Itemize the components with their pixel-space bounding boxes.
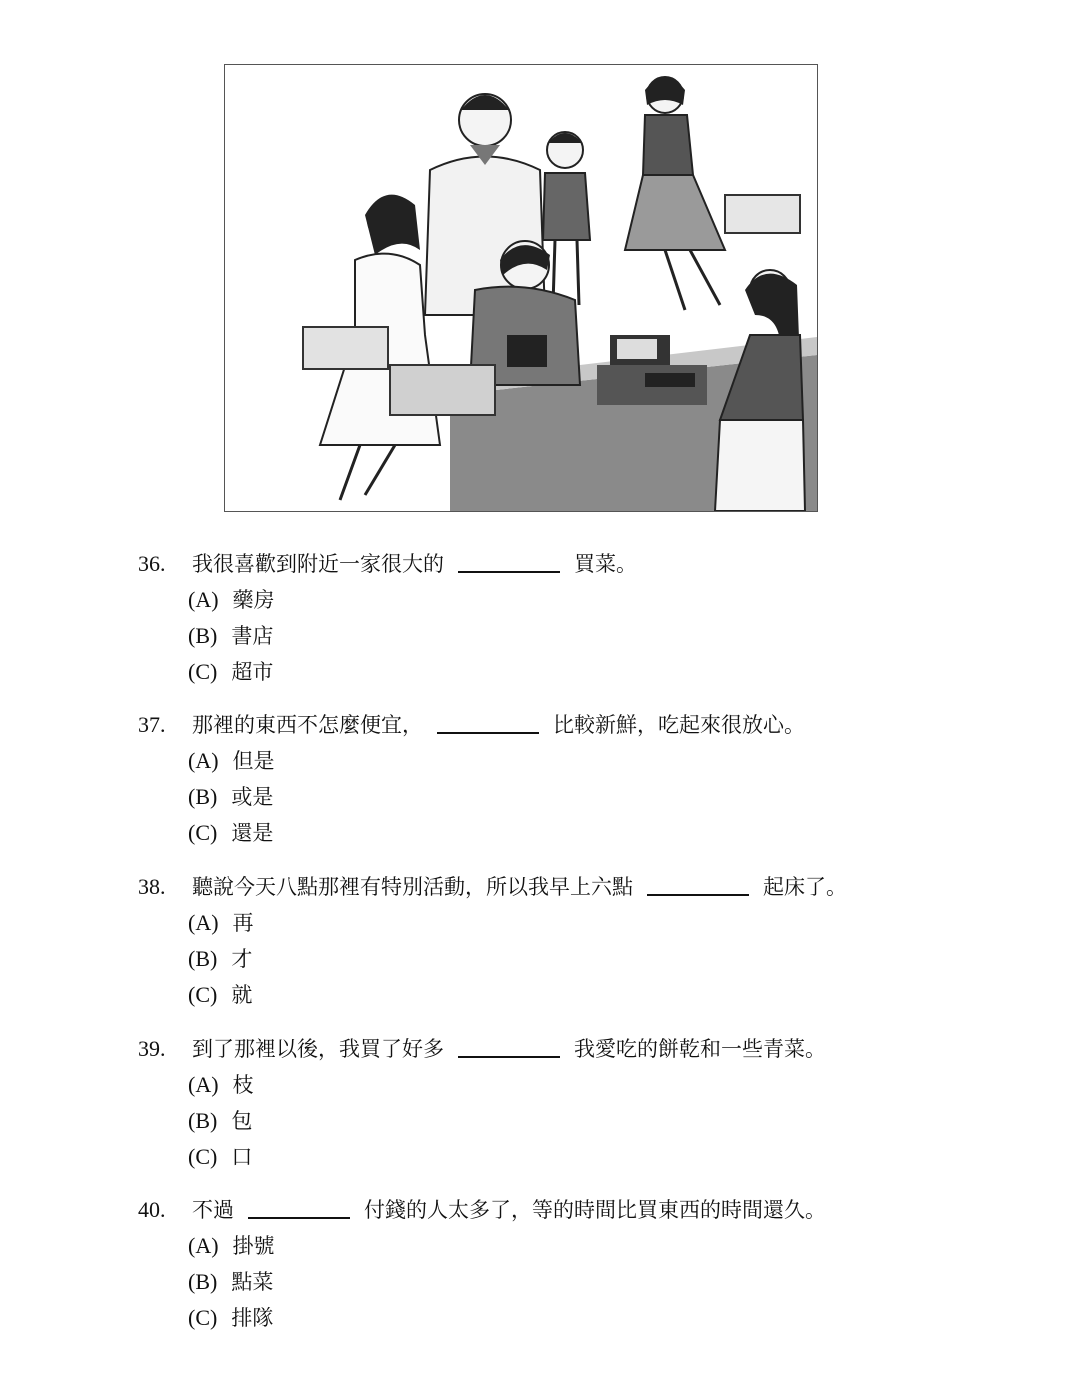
- option-a[interactable]: [138, 905, 1038, 941]
- option-label: (A): [188, 910, 219, 935]
- question-39: [138, 1031, 1038, 1175]
- option-label: (C): [188, 659, 218, 684]
- answer-blank: [458, 1034, 560, 1058]
- question-stem: [138, 546, 1038, 582]
- question-stem: [138, 707, 1038, 743]
- option-text: 還是: [231, 821, 274, 845]
- option-label: (A): [188, 1233, 219, 1258]
- option-text: 枝: [232, 1073, 254, 1097]
- stem-text-before: 我很喜歡到附近一家很大的: [192, 552, 444, 576]
- supermarket-checkout-illustration: [224, 64, 818, 512]
- question-36: [138, 546, 1038, 690]
- option-label: (A): [188, 748, 219, 773]
- option-text: 排隊: [231, 1306, 274, 1330]
- question-stem: [138, 1192, 1038, 1228]
- option-label: (B): [188, 623, 218, 648]
- answer-blank: [437, 710, 539, 734]
- option-b[interactable]: [138, 1264, 1038, 1300]
- option-label: (C): [188, 1144, 218, 1169]
- option-text: 口: [231, 1145, 253, 1169]
- option-label: (B): [188, 1108, 218, 1133]
- stem-text-before: 到了那裡以後，我買了好多: [192, 1037, 444, 1061]
- option-text: 掛號: [232, 1234, 275, 1258]
- option-text: 包: [231, 1109, 253, 1133]
- option-c[interactable]: [138, 654, 1038, 690]
- option-c[interactable]: [138, 977, 1038, 1013]
- supermarket-checkout-illustration-icon: [225, 65, 817, 511]
- option-text: 書店: [231, 624, 274, 648]
- question-number: 36.: [138, 551, 166, 576]
- question-number: 37.: [138, 712, 166, 737]
- stem-text-after: 買菜。: [574, 552, 637, 576]
- option-label: (A): [188, 1072, 219, 1097]
- option-text: 藥房: [232, 588, 275, 612]
- option-text: 點菜: [231, 1270, 274, 1294]
- option-a[interactable]: [138, 1228, 1038, 1264]
- option-text: 或是: [231, 785, 274, 809]
- option-label: (B): [188, 946, 218, 971]
- option-b[interactable]: [138, 1103, 1038, 1139]
- option-text: 才: [231, 947, 253, 971]
- option-text: 但是: [232, 749, 275, 773]
- stem-text-after: 起床了。: [763, 875, 847, 899]
- answer-blank: [248, 1195, 350, 1219]
- option-label: (B): [188, 1269, 218, 1294]
- option-text: 再: [232, 911, 254, 935]
- option-text: 超市: [231, 660, 274, 684]
- question-stem: [138, 869, 1038, 905]
- stem-text-after: 我愛吃的餅乾和一些青菜。: [574, 1037, 826, 1061]
- question-40: [138, 1192, 1038, 1336]
- stem-text-before: 那裡的東西不怎麼便宜，: [192, 713, 423, 737]
- question-number: 40.: [138, 1197, 166, 1222]
- option-text: 就: [231, 983, 253, 1007]
- answer-blank: [458, 549, 560, 573]
- stem-text-before: 聽說今天八點那裡有特別活動，所以我早上六點: [192, 875, 633, 899]
- option-label: (B): [188, 784, 218, 809]
- option-a[interactable]: [138, 1067, 1038, 1103]
- option-label: (C): [188, 820, 218, 845]
- stem-text-after: 付錢的人太多了，等的時間比買東西的時間還久。: [364, 1198, 826, 1222]
- option-b[interactable]: [138, 941, 1038, 977]
- answer-blank: [647, 872, 749, 896]
- option-a[interactable]: [138, 582, 1038, 618]
- option-label: (C): [188, 1305, 218, 1330]
- option-b[interactable]: [138, 779, 1038, 815]
- stem-text-before: 不過: [192, 1198, 234, 1222]
- question-38: [138, 869, 1038, 1013]
- stem-text-after: 比較新鮮，吃起來很放心。: [553, 713, 805, 737]
- question-number: 38.: [138, 874, 166, 899]
- option-label: (C): [188, 982, 218, 1007]
- option-c[interactable]: [138, 1300, 1038, 1336]
- option-label: (A): [188, 587, 219, 612]
- question-stem: [138, 1031, 1038, 1067]
- option-a[interactable]: [138, 743, 1038, 779]
- question-number: 39.: [138, 1036, 166, 1061]
- question-37: [138, 707, 1038, 851]
- option-c[interactable]: [138, 815, 1038, 851]
- option-b[interactable]: [138, 618, 1038, 654]
- option-c[interactable]: [138, 1139, 1038, 1175]
